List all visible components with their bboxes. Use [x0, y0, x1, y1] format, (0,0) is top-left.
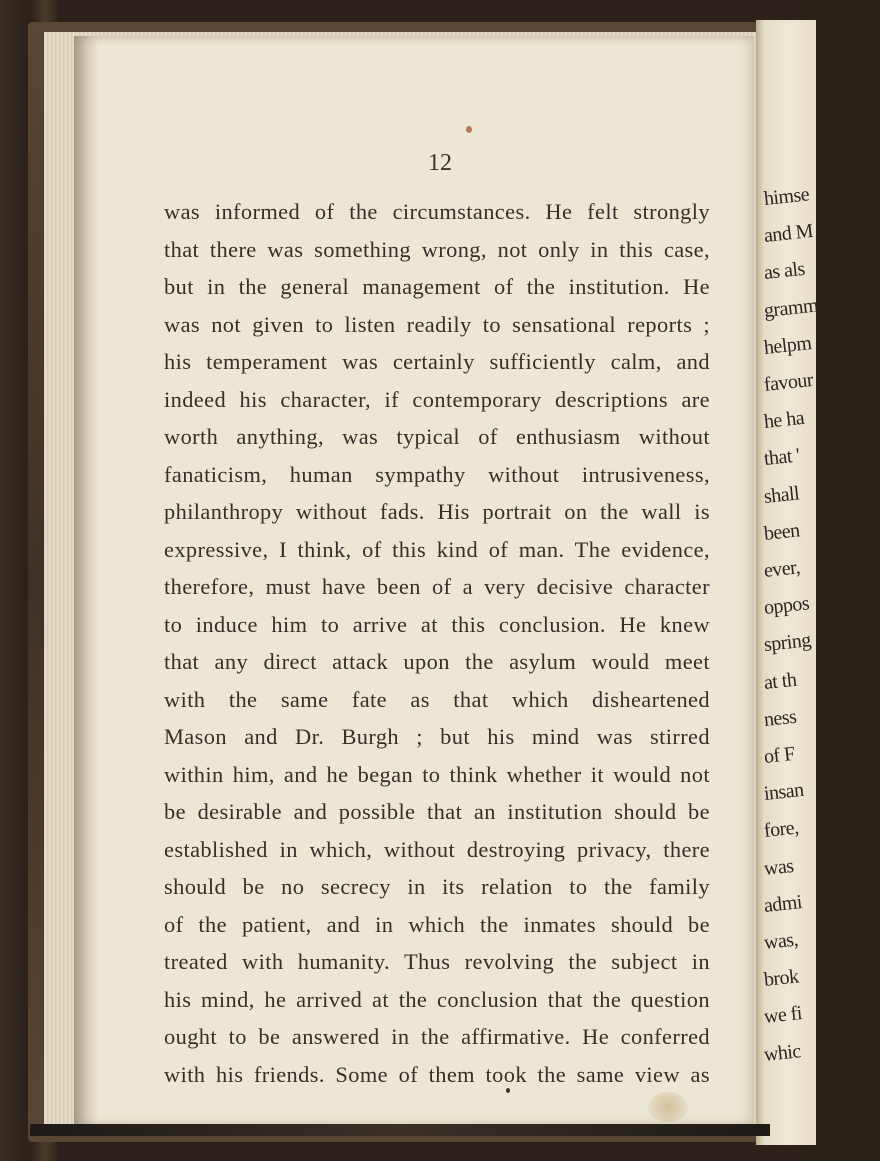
text-line: should be no secrecy in its relation to the family	[164, 874, 710, 899]
facing-page-fragment: insan	[762, 779, 805, 806]
book-bottom-edge	[30, 1124, 770, 1136]
text-line: indeed his character, if contemporary descriptions are	[164, 386, 710, 412]
text-line: worth anything, was typical of enthusiasm without	[164, 424, 710, 449]
facing-page-edge	[756, 20, 819, 1145]
text-line: of the patient, and in which the inmates should be	[164, 911, 710, 937]
facing-page-fragment: of F	[762, 742, 796, 768]
facing-page-fragment: fore,	[762, 816, 800, 843]
facing-page-fragment: at th	[762, 668, 798, 694]
text-line: with the same fate as that which disheartened	[164, 686, 710, 712]
facing-page-fragment: was	[762, 854, 795, 880]
text-line: that any direct attack upon the asylum would meet	[164, 649, 710, 674]
text-line: his temperament was certainly sufficiently calm, and	[164, 349, 710, 374]
text-line: within him, and he began to think whether it would not	[164, 761, 710, 787]
text-line: with his friends. Some of them took the same view as	[164, 1061, 710, 1087]
facing-page-fragment: ever,	[762, 556, 802, 582]
text-line: but in the general management of the institution. He	[164, 274, 710, 299]
facing-page-fragment: and M	[762, 220, 815, 248]
facing-page-fragment: been	[762, 519, 801, 545]
page-body-text	[164, 193, 710, 1093]
facing-page-fragment: he ha	[762, 407, 806, 434]
text-line: his mind, he arrived at the conclusion that the question	[164, 986, 710, 1012]
text-line: treated with humanity. Thus revolving the subject in	[164, 949, 710, 974]
text-line: expressive, I think, of this kind of man. The evidence,	[164, 536, 710, 562]
facing-page-fragment: admi	[762, 890, 803, 917]
facing-page-fragment: himse	[762, 183, 811, 210]
facing-page-fragment: was,	[762, 928, 800, 954]
facing-page-fragment: brok	[762, 965, 800, 992]
facing-page-fragment: ness	[762, 705, 798, 731]
page-stain	[648, 1092, 688, 1122]
ink-speck	[466, 126, 472, 133]
facing-page-fragment: favour	[762, 368, 815, 396]
facing-page-fragment: that '	[762, 444, 801, 471]
text-line: that there was something wrong, not only in this case,	[164, 236, 710, 262]
text-line: Mason and Dr. Burgh ; but his mind was stirred	[164, 724, 710, 749]
text-line: fanaticism, human sympathy without intrusiveness,	[164, 461, 710, 487]
facing-page-fragment: as als	[762, 258, 806, 285]
text-line: to induce him to arrive at this conclusion. He knew	[164, 611, 710, 637]
text-line: therefore, must have been of a very decisive character	[164, 574, 710, 599]
facing-page-fragment: spring	[762, 629, 812, 657]
text-line: was informed of the circumstances. He felt strongly	[164, 199, 710, 224]
facing-page-fragment: shall	[762, 481, 801, 508]
text-line: philanthropy without fads. His portrait on the wall is	[164, 499, 710, 524]
text-line: be desirable and possible that an institution should be	[164, 799, 710, 824]
facing-page-fragment: gramm	[762, 293, 819, 322]
ink-speck	[506, 1088, 510, 1093]
text-line: established in which, without destroying privacy, there	[164, 836, 710, 862]
facing-page-fragment: oppos	[762, 592, 811, 620]
facing-page-fragment: helpm	[762, 331, 813, 359]
facing-page-fragment: we fi	[762, 1002, 803, 1029]
gutter-shadow	[74, 36, 98, 1126]
facing-page-fragment: whic	[762, 1039, 802, 1066]
page-number: 12	[428, 150, 452, 176]
text-line: ought to be answered in the affirmative. He conferred	[164, 1024, 710, 1049]
text-line: was not given to listen readily to sensational reports ;	[164, 311, 710, 337]
